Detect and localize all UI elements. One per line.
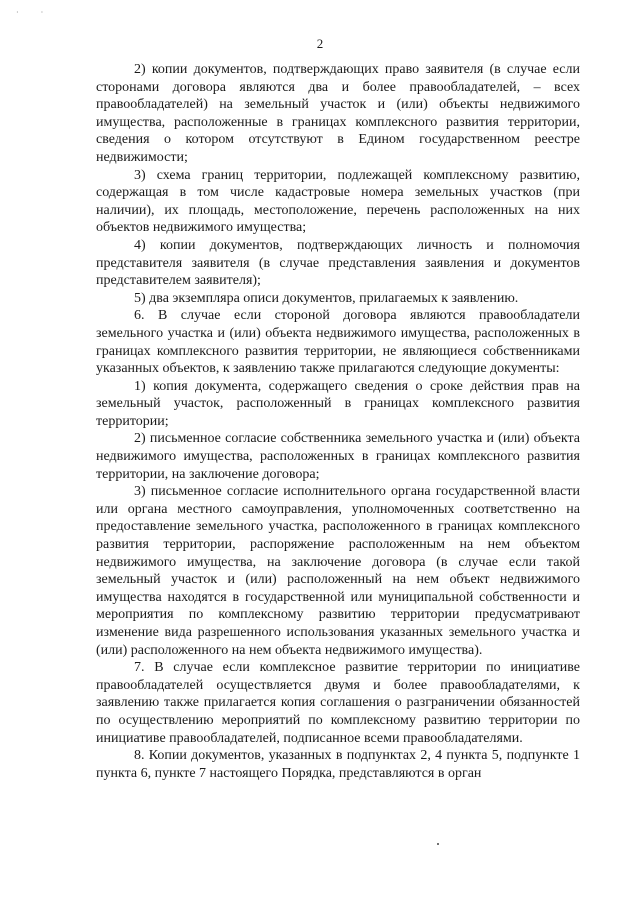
paragraph-section-6-item-2: 2) письменное согласие собственника земельного участка и (или) объекта недвижимого имущества, расположенных в границах комплексного развития территории, на заключение договора;: [96, 431, 580, 482]
paragraph-item-2: 2) копии документов, подтверждающих право заявителя (в случае если сторонами договора являются два и более правообладателей, – всех правообладателей) на земельный участок и (или) объекты недвижимого имущества, расположенные в границах комплексного развития территории, сведения о котором отсутствуют в Едином государственном реестре недвижимости;: [96, 62, 580, 165]
paragraph-section-6: 6. В случае если стороной договора являются правообладатели земельного участка и (или) объекта недвижимого имущества, расположенных в границах комплексного развития территории, не являющиеся собственниками указанных объектов, к заявлению также прилагаются следующие документы:: [96, 308, 580, 377]
paragraph-section-8: 8. Копии документов, указанных в подпунктах 2, 4 пункта 5, подпункте 1 пункта 6, пункте 7 настоящего Порядка, представляются в орган: [96, 748, 580, 781]
paragraph-section-7: 7. В случае если комплексное развитие территории по инициативе правообладателей осуществляется двумя и более правообладателями, к заявлению также прилагается копия соглашения о разграничении обязанностей по осуществлению мероприятий по комплексному развитию территории по инициативе правообладателей, подписанное всеми правообладателями.: [96, 660, 580, 746]
scan-specks: · ·: [16, 8, 54, 17]
paragraph-section-6-item-1: 1) копия документа, содержащего сведения о сроке действия прав на земельный участок, расположенный в границах комплексного развития территории;: [96, 378, 580, 429]
paragraph-item-5: 5) два экземпляра описи документов, прилагаемых к заявлению.: [134, 290, 519, 306]
paragraph-item-4: 4) копии документов, подтверждающих личность и полномочия представителя заявителя (в случае представления заявления и документов представителем заявителя);: [96, 237, 580, 289]
document-body: [96, 61, 580, 782]
paragraph-section-6-item-3: 3) письменное согласие исполнительного органа государственной власти или органа местного самоуправления, уполномоченных соответственно на предоставление земельного участка, расположенного в границах комплексного развития территории, распоряжение расположенным на нем объектом недвижимого имущества, на заключение договора (в случае если такой земельный участок и (или) расположенный на нем объект недвижимого имущества находятся в государственной или муниципальной собственности и мероприятия по комплексному развитию территории предусматривают изменение вида разрешенного использования указанных земельного участка и (или) расположенного на нем объекта недвижимого имущества).: [96, 484, 580, 658]
paragraph-item-3: 3) схема границ территории, подлежащей комплексному развитию, содержащая в том числе кадастровые номера земельных участков (при наличии), их площадь, местоположение, перечень расположенных на них объектов недвижимого имущества;: [96, 167, 580, 236]
scan-dot: [437, 843, 439, 845]
page-number: 2: [316, 36, 324, 51]
